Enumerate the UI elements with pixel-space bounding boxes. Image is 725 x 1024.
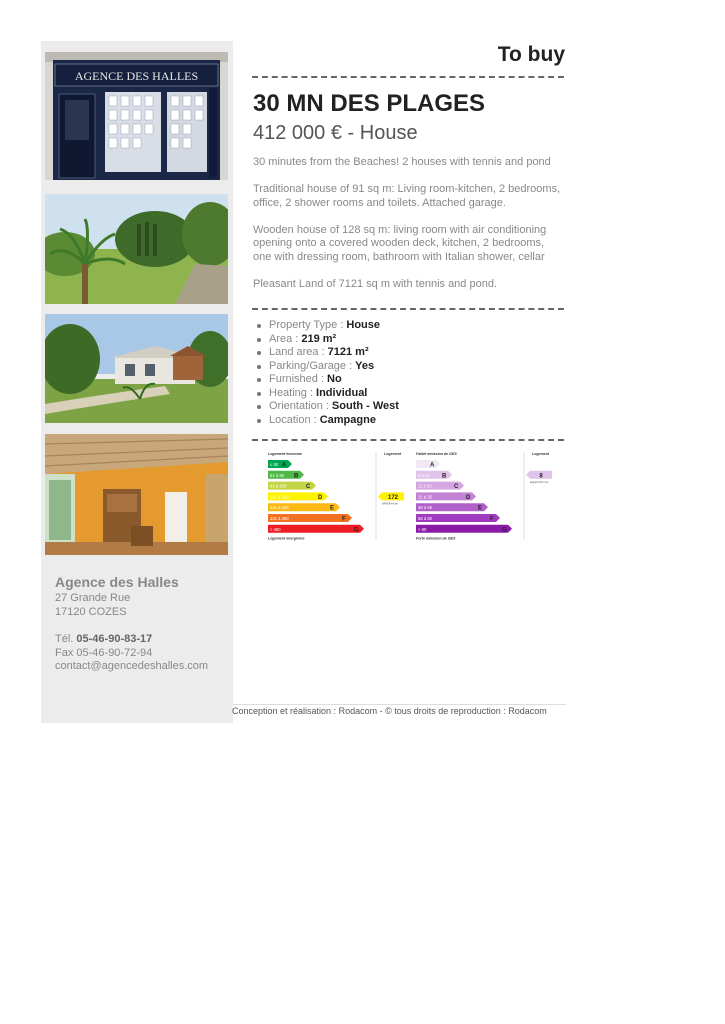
feature-area: Area : 219 m² xyxy=(256,333,399,347)
ges-range-A: ≤ 5 xyxy=(418,462,424,467)
ges-class-D xyxy=(416,492,476,501)
description-paragraph: Pleasant Land of 7121 sq m with tennis and pond. xyxy=(253,277,498,290)
ges-range-B: 6 à 10 xyxy=(418,472,430,478)
ges-current-marker xyxy=(526,471,552,484)
energy-letter-B: B xyxy=(294,473,299,480)
energy-label xyxy=(266,450,406,551)
features-list xyxy=(256,319,399,427)
divider xyxy=(252,439,564,441)
energy-class-F xyxy=(268,514,352,523)
ges-top-caption: Faible émission de GES xyxy=(416,452,457,456)
energy-range-B: 51 à 90 xyxy=(270,472,284,478)
ges-class-B xyxy=(416,471,452,480)
energy-range-A: ≤ 50 xyxy=(270,462,279,467)
section-title: To buy xyxy=(497,43,565,66)
ges-range-E: 36 à 55 xyxy=(418,505,432,511)
ges-letter-A: A xyxy=(430,462,435,469)
ges-class-A xyxy=(416,460,440,469)
ges-range-G: > 80 xyxy=(418,526,427,532)
footer-credit: Conception et réalisation : Rodacom - © tous droits de reproduction : Rodacom xyxy=(232,706,547,716)
energy-current-marker xyxy=(378,492,404,505)
energy-letter-E: E xyxy=(330,505,335,512)
feature-heating: Heating : Individual xyxy=(256,387,399,401)
energy-range-G: > 450 xyxy=(270,526,281,532)
energy-chart xyxy=(266,450,406,546)
ges-letter-E: E xyxy=(478,505,483,512)
agency-email[interactable]: contact@agencedeshalles.com xyxy=(55,660,209,672)
storefront-sign: AGENCE DES HALLES xyxy=(74,69,199,83)
ges-range-C: 11 à 20 xyxy=(418,483,432,489)
ges-unit: kgéqCO2/m².an xyxy=(530,480,549,484)
agency-name: Agence des Halles xyxy=(55,574,179,590)
ges-label xyxy=(414,450,554,551)
energy-letter-C: C xyxy=(306,484,311,491)
energy-class-G xyxy=(268,525,364,534)
feature-parking: Parking/Garage : Yes xyxy=(256,360,399,374)
interior-photo xyxy=(45,434,228,555)
ges-bottom-caption: Forte émission de GES xyxy=(416,536,456,541)
ges-class-F xyxy=(416,514,500,523)
phone-label: Tél. xyxy=(55,633,74,645)
agency-phone-line xyxy=(55,633,208,647)
agency-info xyxy=(55,573,208,674)
energy-range-D: 151 à 230 xyxy=(270,494,289,500)
energy-class-C xyxy=(268,482,316,491)
description-paragraph: Traditional house of 91 sq m: Living room-kitchen, 2 bedrooms, office, 2 shower rooms and toilets. Attached garage. xyxy=(253,183,561,209)
house-photo xyxy=(45,314,228,423)
ges-class-E xyxy=(416,503,488,512)
feature-property-type: Property Type : House xyxy=(256,319,399,333)
footer-divider xyxy=(233,704,566,705)
energy-bottom-caption: Logement énergivore xyxy=(268,536,305,541)
ges-class-C xyxy=(416,482,464,491)
energy-range-C: 91 à 150 xyxy=(270,483,287,489)
description-paragraph: Wooden house of 128 sq m: living room with air conditioning opening onto a covered wooden deck, kitchen, 2 bedrooms, one with dressing room, bathroom with Italian shower, cellar xyxy=(253,223,547,263)
feature-land-area: Land area : 7121 m² xyxy=(256,346,399,360)
divider xyxy=(252,308,564,310)
energy-class-B xyxy=(268,471,304,480)
energy-letter-F: F xyxy=(342,516,346,523)
energy-class-A xyxy=(268,460,292,469)
ges-current-value: 8 xyxy=(539,473,543,480)
divider xyxy=(252,76,564,78)
ges-letter-C: C xyxy=(454,484,459,491)
energy-class-E xyxy=(268,503,340,512)
energy-letter-D: D xyxy=(318,494,323,501)
storefront-photo xyxy=(45,52,228,180)
ges-letter-B: B xyxy=(442,473,447,480)
energy-unit: kWhEP/m².an xyxy=(382,502,398,506)
ges-range-F: 56 à 80 xyxy=(418,516,432,521)
agency-street: 27 Grande Rue xyxy=(55,592,131,604)
energy-letter-G: G xyxy=(354,527,359,534)
energy-current-value: 172 xyxy=(387,494,399,501)
feature-location: Location : Campagne xyxy=(256,414,399,428)
ges-letter-F: F xyxy=(490,516,494,523)
agency-phone[interactable]: 05-46-90-83-17 xyxy=(76,633,153,645)
listing-price: 412 000 € - House xyxy=(253,122,418,144)
listing-description xyxy=(253,156,563,305)
feature-orientation: Orientation : South - West xyxy=(256,400,399,414)
ges-letter-D: D xyxy=(466,494,471,501)
energy-class-D xyxy=(268,492,328,501)
energy-column-header: Logement xyxy=(384,452,402,456)
ges-range-D: 21 à 35 xyxy=(418,494,432,500)
ges-letter-G: G xyxy=(502,527,507,534)
ges-class-G xyxy=(416,525,512,534)
energy-letter-A: A xyxy=(282,462,287,469)
energy-range-E: 231 à 330 xyxy=(270,505,289,511)
agency-city: 17120 COZES xyxy=(55,605,127,618)
listing-title: 30 MN DES PLAGES xyxy=(253,90,486,117)
description-paragraph: 30 minutes from the Beaches! 2 houses with tennis and pond xyxy=(253,156,551,168)
agency-fax: Fax 05-46-90-72-94 xyxy=(55,646,153,659)
energy-top-caption: Logement économe xyxy=(268,452,302,456)
ges-column-header: Logement xyxy=(532,452,550,456)
ges-chart xyxy=(414,450,554,546)
feature-furnished: Furnished : No xyxy=(256,373,399,387)
energy-range-F: 331 à 450 xyxy=(270,516,289,521)
garden-photo xyxy=(45,194,228,304)
